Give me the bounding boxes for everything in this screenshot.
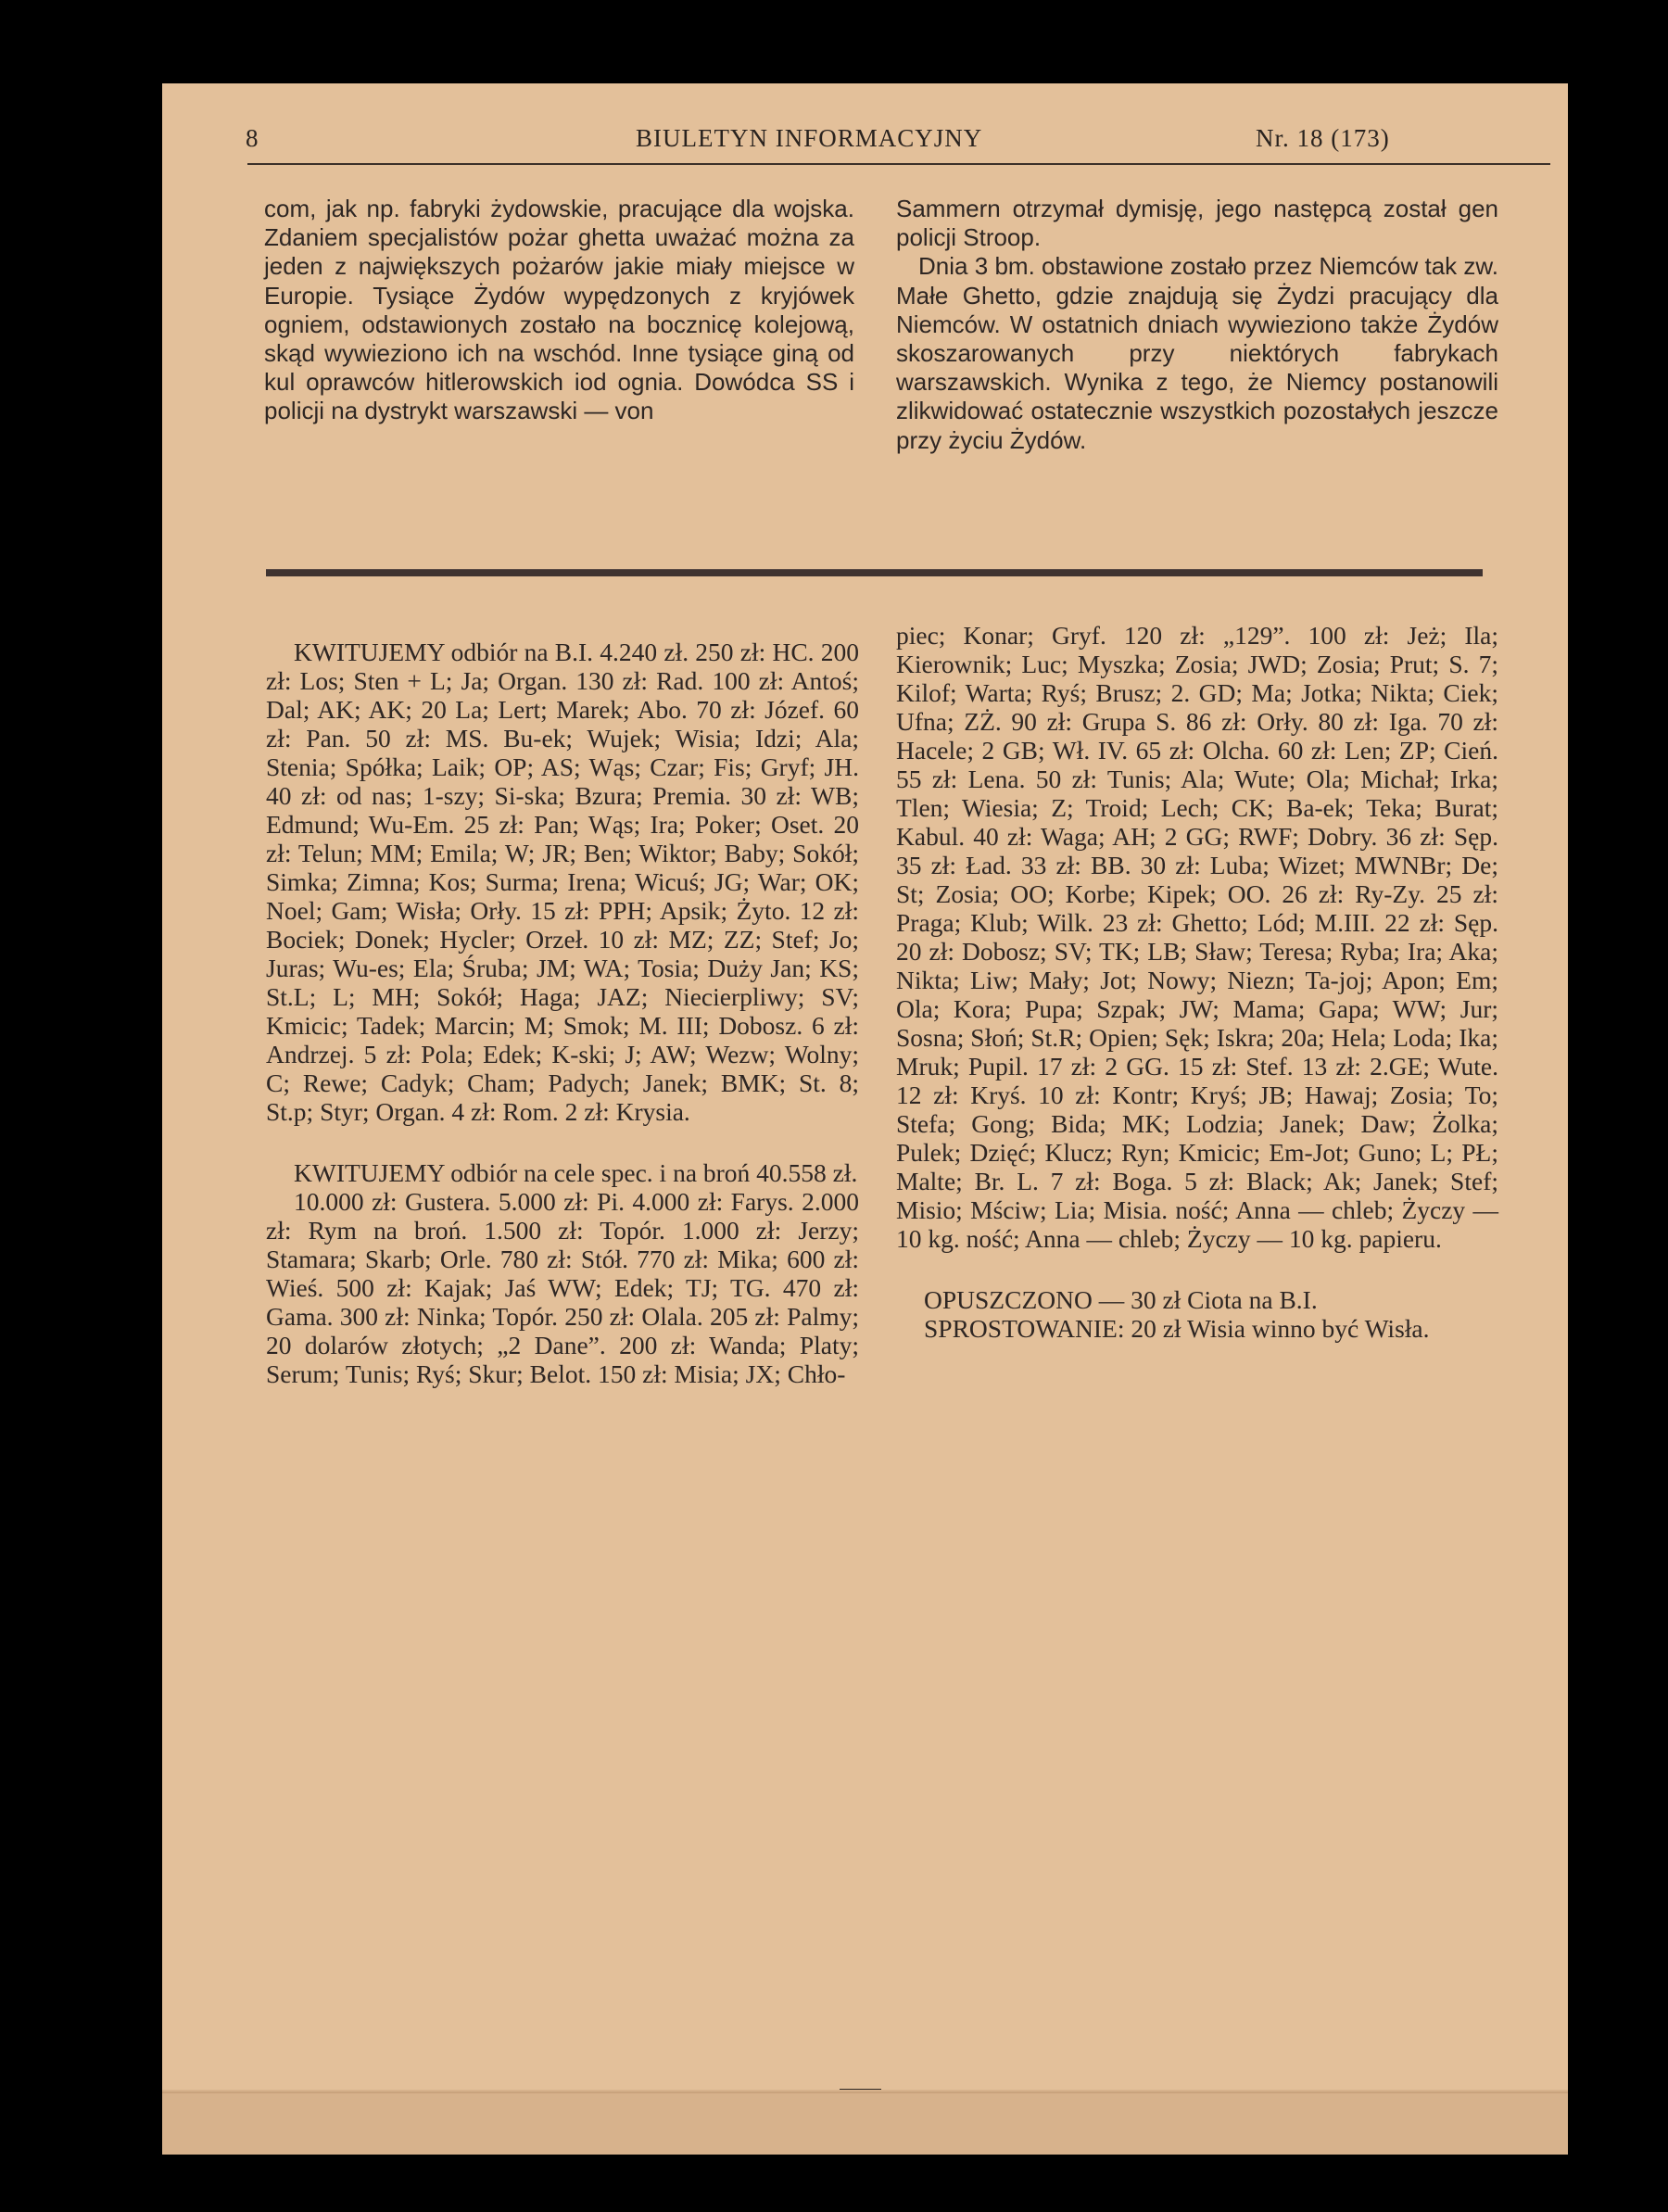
article-right-column	[896, 195, 1498, 455]
newspaper-page	[162, 83, 1568, 2090]
correction-note: SPROSTOWANIE: 20 zł Wisia winno być Wisła.	[924, 1314, 1430, 1343]
receipts-paragraph: KWITUJEMY odbiór na cele spec. i na broń 40.558 zł.	[294, 1158, 858, 1187]
article-text: Sammern otrzymał dymisję, jego następcą został gen policji Stroop.	[896, 195, 1498, 252]
page-number: 8	[246, 124, 259, 152]
receipts-right-column	[896, 621, 1498, 1343]
receipts-left-column	[266, 638, 859, 1388]
section-divider	[266, 569, 1483, 576]
receipts-paragraph: 10.000 zł: Gustera. 5.000 zł: Pi. 4.000 zł: Farys. 2.000 zł: Rym na broń. 1.500 zł: Topór. 1.000 zł: Jerzy; Stamara; Skarb; Orle. 780 zł: Stół. 770 zł: Mika; 600 zł: Wieś. 500 zł: Kajak; Jaś WW; Edek; TJ; TG. 470 zł: Gama. 300 zł: Ninka; Topór. 250 zł: Olala. 205 zł: Palmy; 20 dolarów złotych; „2 Dane”. 200 zł: Wanda; Platy; Serum; Tunis; Ryś; Skur; Belot. 150 zł: Misia; JX; Chło-	[266, 1187, 859, 1388]
receipts-paragraph: piec; Konar; Gryf. 120 zł: „129”. 100 zł: Jeż; Ila; Kierownik; Luc; Myszka; Zosia; JWD; Zosia; Prut; S. 7; Kilof; Warta; Ryś; Brusz; 2. GD; Ma; Jotka; Nikta; Ciek; Ufna; ZŻ. 90 zł: Grupa S. 86 zł: Orły. 80 zł: Iga. 70 zł: Hacele; 2 GB; Wł. IV. 65 zł: Olcha. 60 zł: Len; ZP; Cień. 55 zł: Lena. 50 zł: Tunis; Ala; Wute; Ola; Michał; Irka; Tlen; Wiesia; Z; Troid; Lech; CK; Ba-ek; Teka; Burat; Kabul. 40 zł: Waga; AH; 2 GG; RWF; Dobry. 36 zł: Sęp. 35 zł: Ład. 33 zł: BB. 30 zł: Luba; Wizet; MWNBr; De; St; Zosia; OO; Korbe; Kipek; OO. 26 zł: Ry-Zy. 25 zł: Praga; Klub; Wilk. 23 zł: Ghetto; Lód; M.III. 22 zł: Sęp. 20 zł: Dobosz; SV; TK; LB; Sław; Teresa; Ryba; Ira; Aka; Nikta; Liw; Mały; Jot; Nowy; Niezn; Ta-joj; Apon; Em; Ola; Kora; Pupa; Szpak; JW; Mama; Gapa; WW; Jur; Sosna; Słoń; St.R; Opien; Sęk; Iskra; 20a; Hela; Loda; Ika; Mruk; Pupil. 17 zł: 2 GG. 15 zł: Stef. 13 zł: 2.GE; Wute. 12 zł: Kryś. 10 zł: Kontr; Kryś; JB; Hawaj; Zosia; To; Stefa; Gong; Bida; MK; Lodzia; Janek; Daw; Żolka; Pulek; Dzięć; Klucz; Ryn; Kmicic; Em-Jot; Guno; L; PŁ; Malte; Br. L. 7 zł: Boga. 5 zł: Black; Ak; Janek; Stef; Misio; Mściw; Lia; Misia. ność; Anna — chleb; Życzy — 10 kg. ność; Anna — chleb; Życzy — 10 kg. papieru.	[896, 621, 1498, 1253]
article-left-column	[264, 195, 854, 426]
issue-number: Nr. 18 (173)	[1256, 124, 1390, 152]
publication-title: BIULETYN INFORMACYJNY	[636, 124, 983, 152]
page-header	[162, 124, 1568, 161]
page-fold	[162, 2092, 1568, 2093]
receipts-paragraph: KWITUJEMY odbiór na B.I. 4.240 zł. 250 zł: HC. 200 zł: Los; Sten + L; Ja; Organ. 130 zł: Rad. 100 zł: Antoś; Dal; AK; AK; 20 La; Lert; Marek; Abo. 70 zł: Józef. 60 zł: Pan. 50 zł: MS. Bu-ek; Wujek; Wisia; Idzi; Ala; Stenia; Spółka; Laik; OP; AS; Wąs; Czar; Fis; Gryf; JH. 40 zł: od nas; 1-szy; Si-ska; Bzura; Premia. 30 zł: WB; Edmund; Wu-Em. 25 zł: Pan; Wąs; Ira; Poker; Oset. 20 zł: Telun; MM; Emila; W; JR; Ben; Wiktor; Baby; Sokół; Simka; Zimna; Kos; Surma; Irena; Wicuś; JG; War; OK; Noel; Gam; Wisła; Orły. 15 zł: PPH; Apsik; Żyto. 12 zł: Bociek; Donek; Hycler; Orzeł. 10 zł: MZ; ZZ; Stef; Jo; Juras; Wu-es; Ela; Śruba; JM; WA; Tosia; Duży Jan; KS; St.L; L; MH; Sokół; Haga; JAZ; Niecierpliwy; SV; Kmicic; Tadek; Marcin; M; Smok; M. III; Dobosz. 6 zł: Andrzej. 5 zł: Pola; Edek; K-ski; J; AW; Wezw; Wolny; C; Rewe; Cadyk; Cham; Padych; Janek; BMK; St. 8; St.p; Styr; Organ. 4 zł: Rom. 2 zł: Krysia.	[266, 638, 859, 1126]
correction-note: OPUSZCZONO — 30 zł Ciota na B.I.	[924, 1285, 1318, 1314]
header-rule	[247, 163, 1550, 165]
article-text: com, jak np. fabryki żydowskie, pracujące dla wojska. Zdaniem specjalistów pożar ghetta uważać można za jeden z największych pożarów jakie miały miejsce w Europie. Tysiące Żydów wypędzonych z kryjówek ogniem, odstawionych zostało na bocznicę kolejową, skąd wywieziono ich na wschód. Inne tysiące giną od kul oprawców hitlerowskich iod ognia. Dowódca SS i policji na dystrykt warszawski — von	[264, 195, 854, 425]
article-text: Dnia 3 bm. obstawione zostało przez Niemców tak zw. Małe Ghetto, gdzie znajdują się Żydzi pracujący dla Niemców. W ostatnich dniach wywieziono także Żydów skoszarowanych przy niektórych fabrykach warszawskich. Wynika z tego, że Niemcy postanowili zlikwidować ostatecznie wszystkich pozostałych jeszcze przy życiu Żydów.	[896, 252, 1498, 454]
page-lower-edge	[162, 2090, 1568, 2155]
